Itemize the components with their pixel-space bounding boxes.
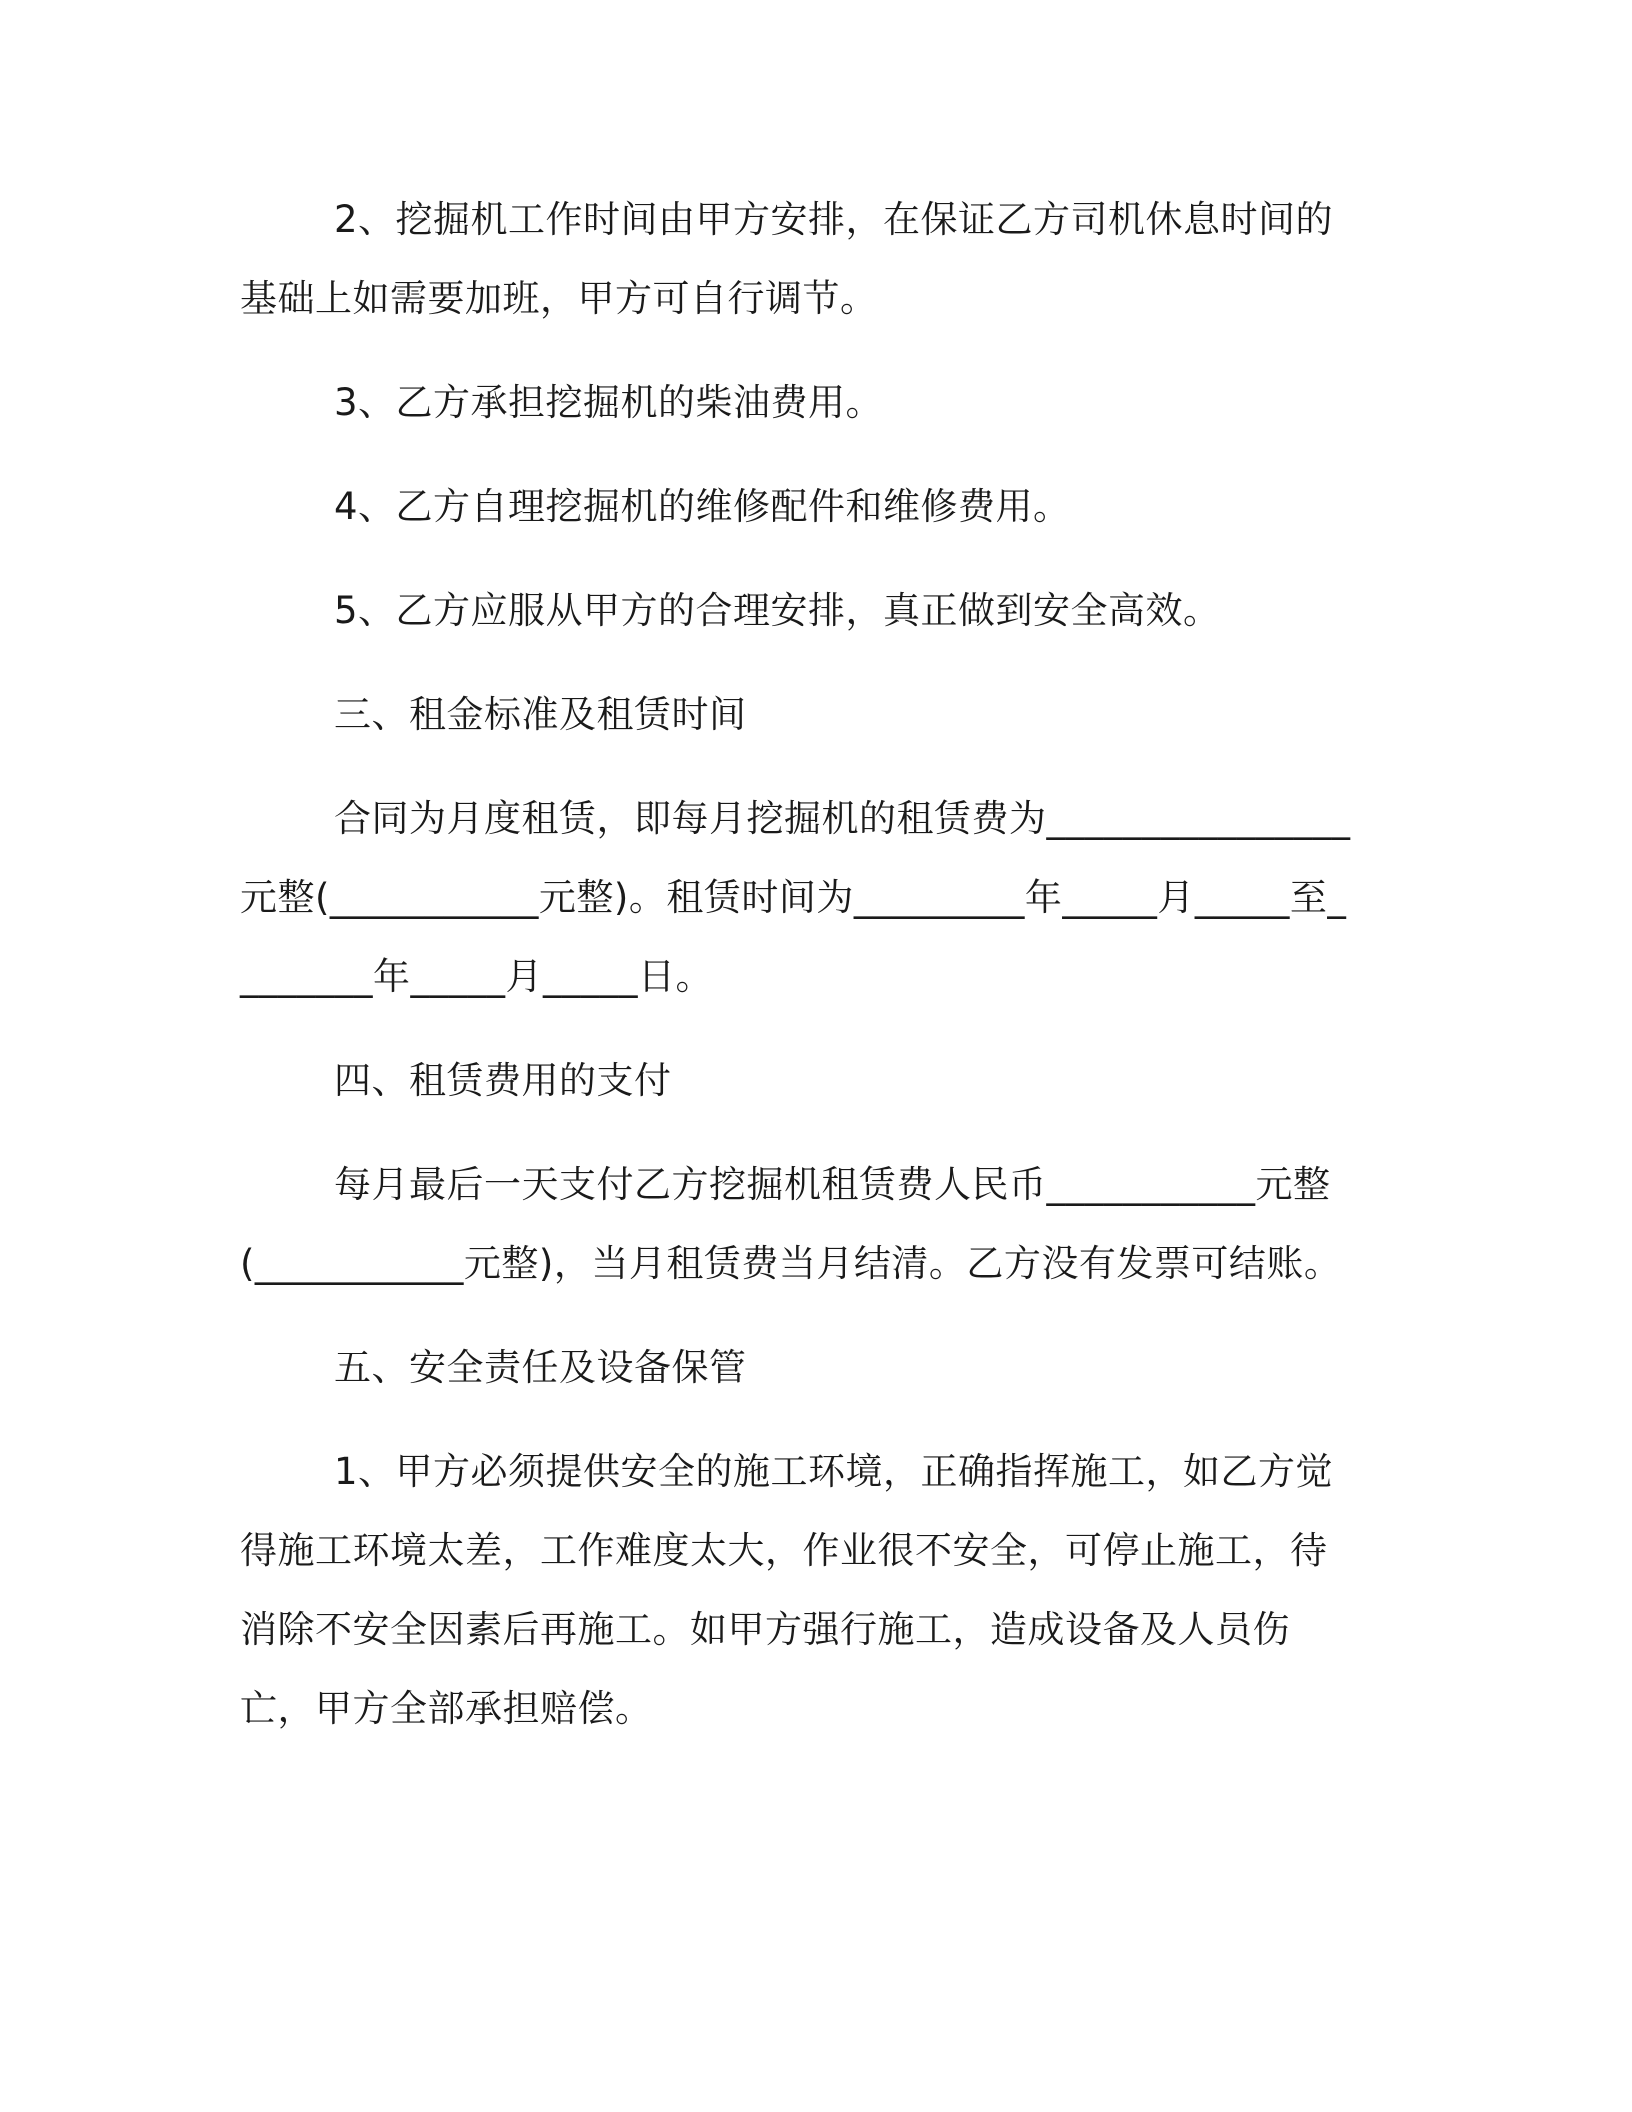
section-heading-payment: 四、租赁费用的支付 bbox=[334, 1059, 672, 1102]
payment-paragraph: 每月最后一天支付乙方挖掘机租赁费人民币___________元整(___________元整)，当月租赁费当月结清。乙方没有发票可结账。 bbox=[240, 1163, 1342, 1285]
document-body bbox=[240, 180, 1360, 1748]
clause-5-obey-arrangement: 5、乙方应服从甲方的合理安排，真正做到安全高效。 bbox=[334, 589, 1221, 632]
section-heading-rent-standard: 三、租金标准及租赁时间 bbox=[334, 693, 747, 736]
clause-4-maintenance: 4、乙方自理挖掘机的维修配件和维修费用。 bbox=[334, 485, 1071, 528]
clause-2-work-time: 2、挖掘机工作时间由甲方安排，在保证乙方司机休息时间的基础上如需要加班，甲方可自行调节。 bbox=[240, 198, 1334, 320]
rent-standard-paragraph: 合同为月度租赁，即每月挖掘机的租赁费为________________元整(___________元整)。租赁时间为_________年_____月_____至________年_____月_____日。 bbox=[240, 797, 1351, 998]
safety-clause-1: 1、甲方必须提供安全的施工环境，正确指挥施工，如乙方觉得施工环境太差，工作难度太大，作业很不安全，可停止施工，待消除不安全因素后再施工。如甲方强行施工，造成设备及人员伤亡，甲方全部承担赔偿。 bbox=[240, 1450, 1334, 1730]
clause-3-diesel-cost: 3、乙方承担挖掘机的柴油费用。 bbox=[334, 381, 884, 424]
section-heading-safety: 五、安全责任及设备保管 bbox=[334, 1346, 747, 1389]
